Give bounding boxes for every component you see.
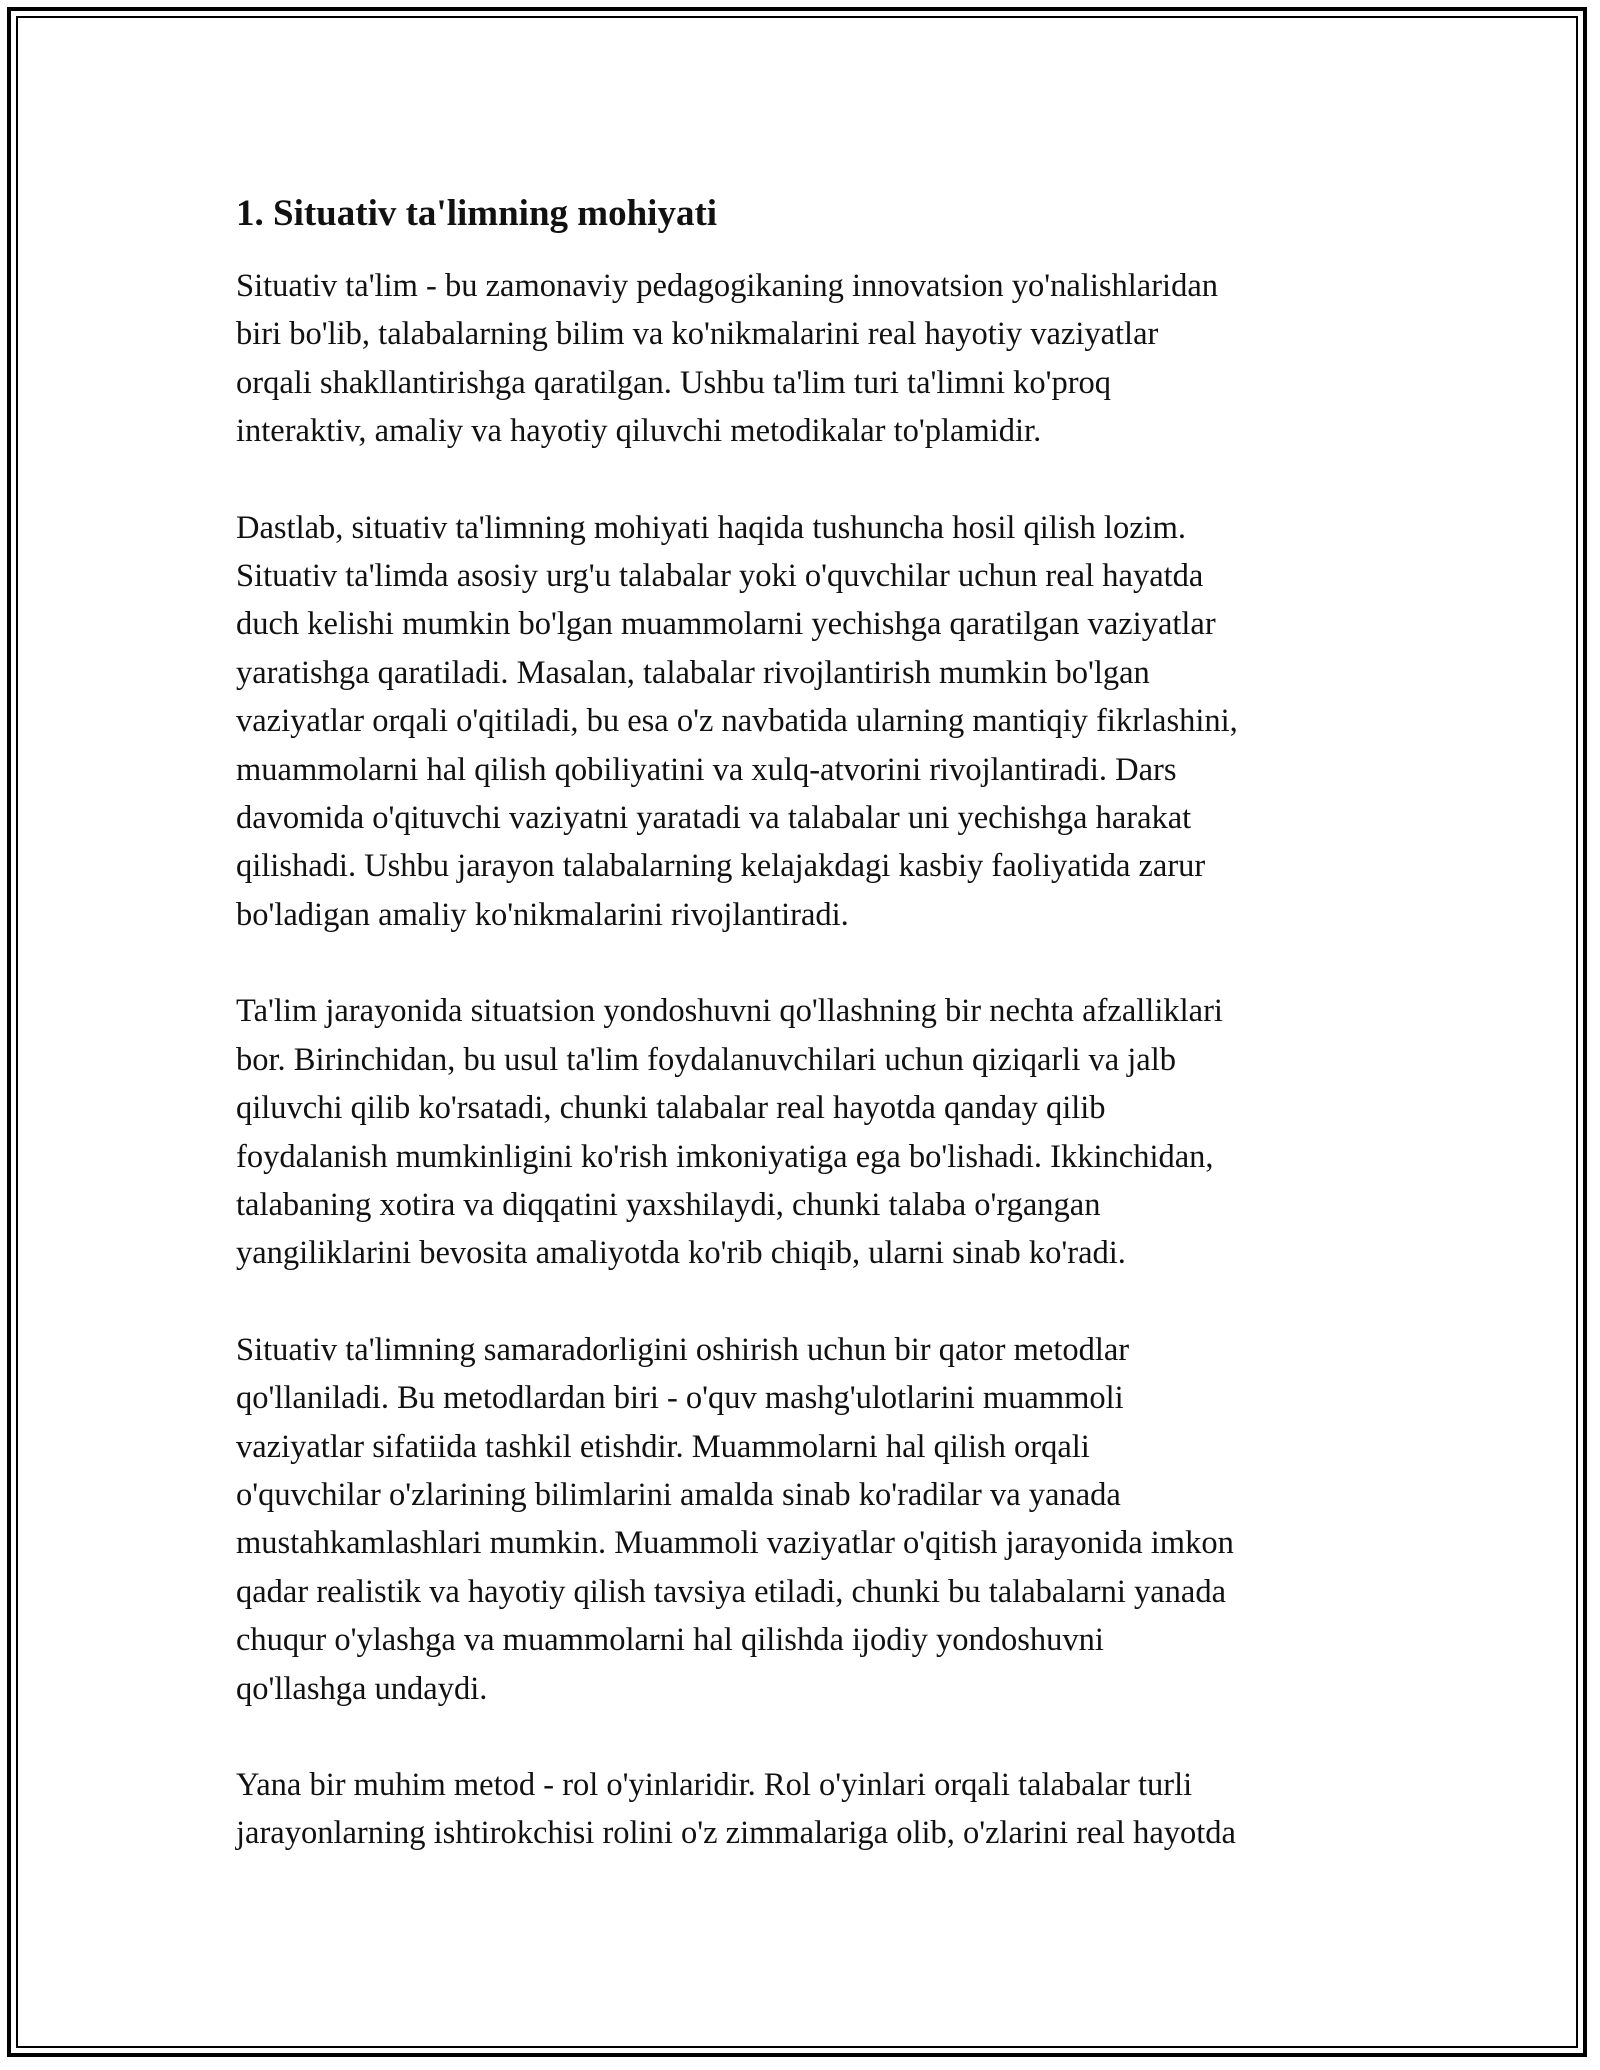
paragraph-3: Ta'lim jarayonida situatsion yondoshuvni qo'llashning bir nechta afzalliklari bor. Birinchidan, bu usul ta'lim foydalanuvchilari uchun qiziqarli va jalb qiluvchi qilib ko'rsatadi, chunki talabalar real hayotda qanday qilib foydalanish mumkinligini ko'rish imkoniyatiga ega bo'lishadi. Ikkinchidan, talabaning xotira va diqqatini yaxshilaydi, chunki talaba o'rgangan yangiliklarini bevosita amaliyotda ko'rib chiqib, ularni sinab ko'radi. xyxy=(236,993,1223,1272)
section-heading: 1. Situativ ta'limning mohiyati xyxy=(236,193,718,234)
paragraph-1: Situativ ta'lim - bu zamonaviy pedagogikaning innovatsion yo'nalishlaridan biri bo'lib, talabalarning bilim va ko'nikmalarini real hayotiy vaziyatlar orqali shakllantirishga qaratilgan. Ushbu ta'lim turi ta'limni ko'proq interaktiv, amaliy va hayotiy qiluvchi metodikalar to'plamidir. xyxy=(236,268,1219,450)
paragraph-4: Situativ ta'limning samaradorligini oshirish uchun bir qator metodlar qo'llaniladi. Bu metodlardan biri - o'quv mashg'ulotlarini muammoli vaziyatlar sifatiida tashkil etishdir. Muammolarni hal qilish orqali o'quvchilar o'zlarining bilimlarini amalda sinab ko'radilar va yanada mustahkamlashlari mumkin. Muammoli vaziyatlar o'qitish jarayonida imkon qadar realistik va hayotiy qilish tavsiya etiladi, chunki bu talabalarni yanada chuqur o'ylashga va muammolarni hal qilishda ijodiy yondoshuvni qo'llashga undaydi. xyxy=(236,1331,1234,1707)
document-body xyxy=(236,186,1376,1906)
paragraph-5: Yana bir muhim metod - rol o'yinlaridir. Rol o'yinlari orqali talabalar turli jarayonlarning ishtirokchisi rolini o'z zimmalariga olib, o'zlarini real hayotda xyxy=(236,1766,1236,1852)
paragraph-2: Dastlab, situativ ta'limning mohiyati haqida tushuncha hosil qilish lozim. Situativ ta'limda asosiy urg'u talabalar yoki o'quvchilar uchun real hayatda duch kelishi mumkin bo'lgan muammolarni yechishga qaratilgan vaziyatlar yaratishga qaratiladi. Masalan, talabalar rivojlantirish mumkin bo'lgan vaziyatlar orqali o'qitiladi, bu esa o'z navbatida ularning mantiqiy fikrlashini, muammolarni hal qilish qobiliyatini va xulq-atvorini rivojlantiradi. Dars davomida o'qituvchi vaziyatni yaratadi va talabalar uni yechishga harakat qilishadi. Ushbu jarayon talabalarning kelajakdagi kasbiy faoliyatida zarur bo'ladigan amaliy ko'nikmalarini rivojlantiradi. xyxy=(236,509,1238,933)
